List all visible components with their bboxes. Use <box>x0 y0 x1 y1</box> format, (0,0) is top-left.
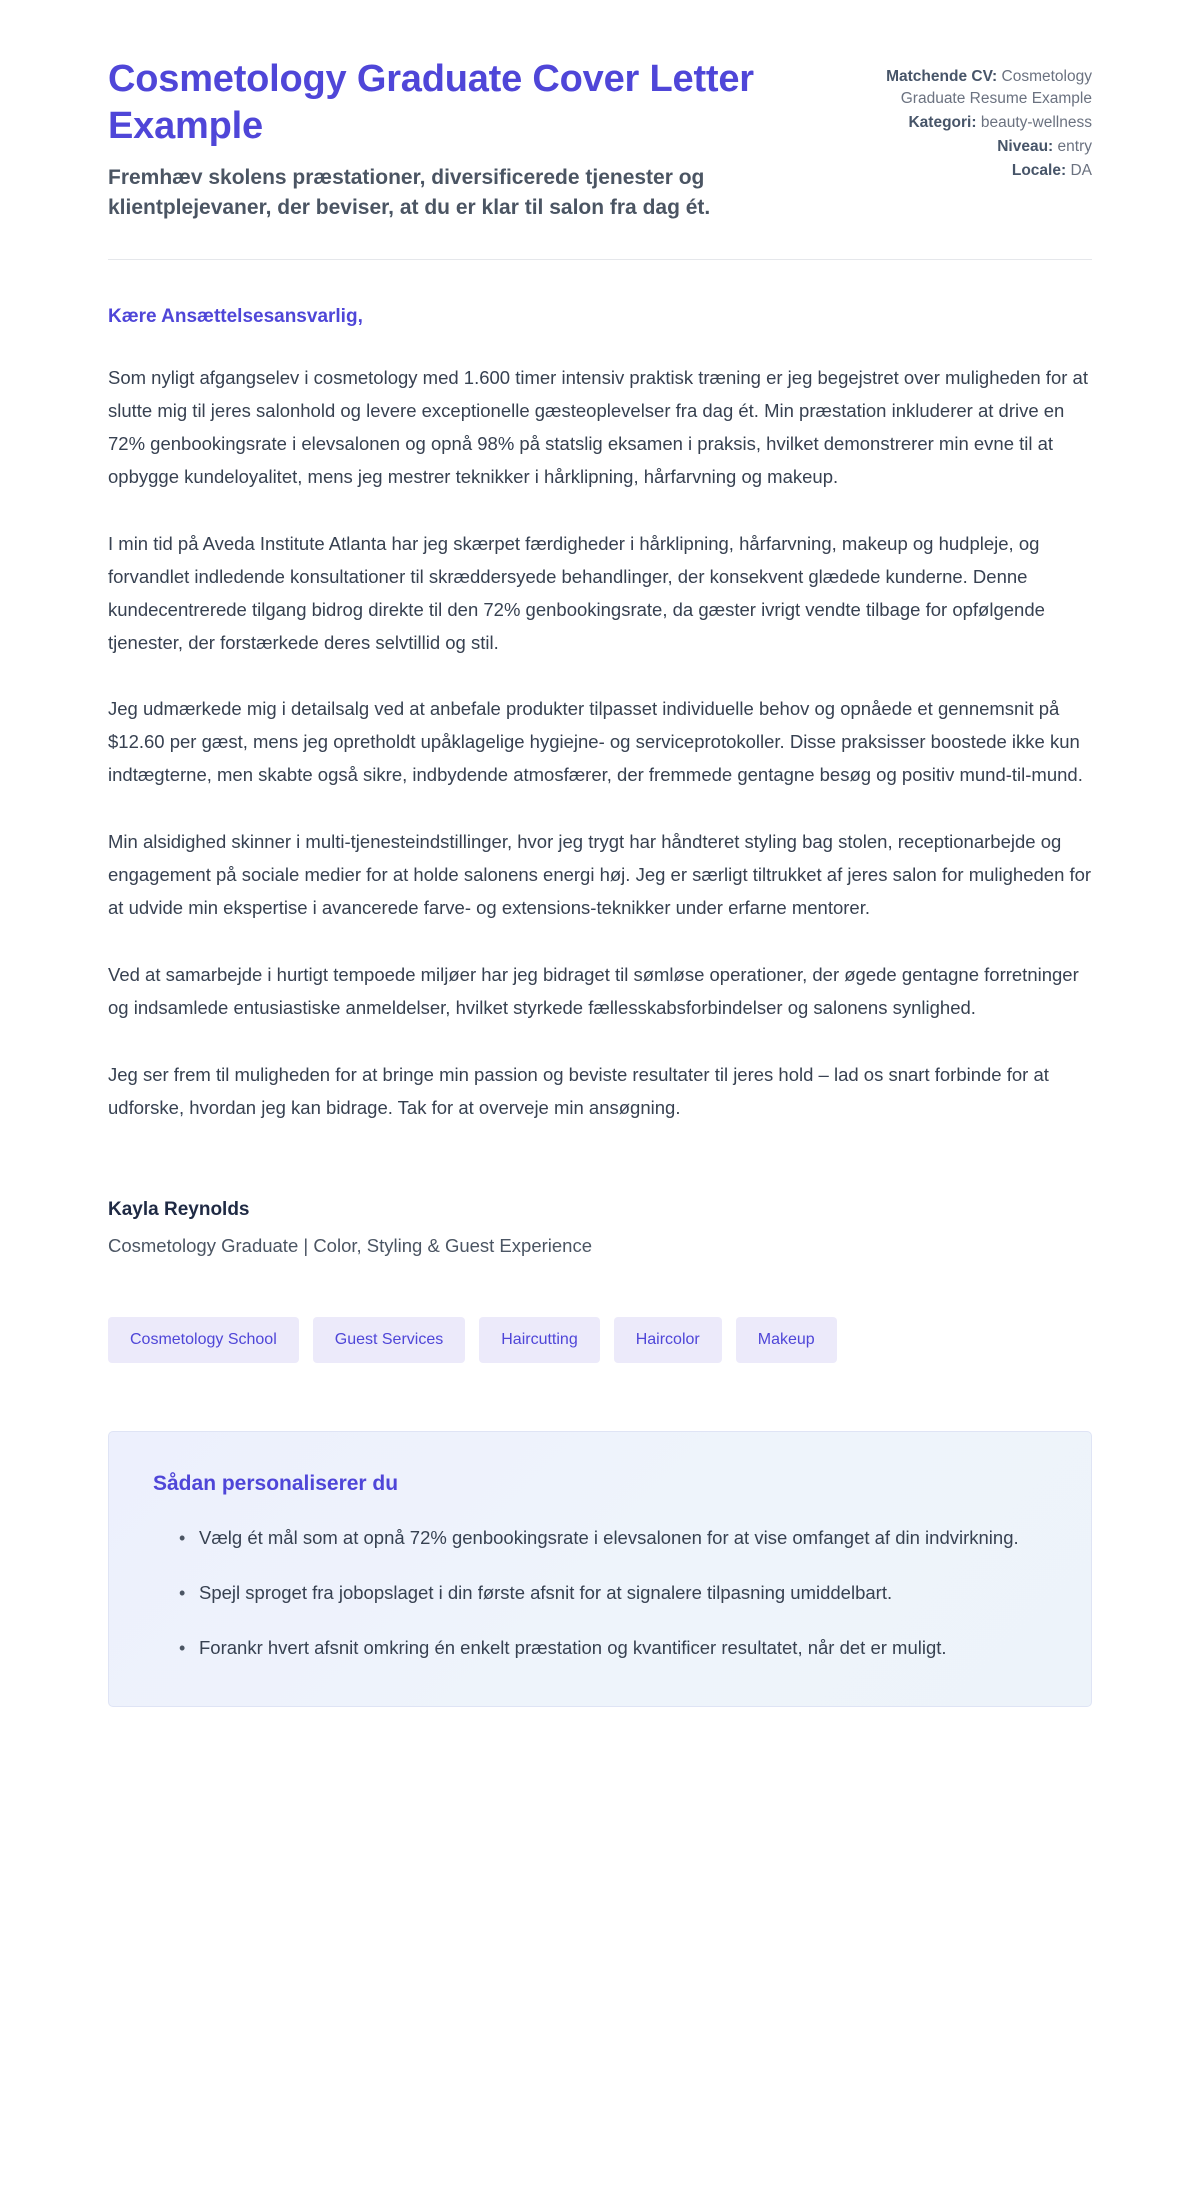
meta-row-locale <box>877 160 1092 182</box>
signature-role: Cosmetology Graduate | Color, Styling & Guest Experience <box>108 1234 592 1256</box>
tag-chip[interactable]: Haircutting <box>479 1317 599 1363</box>
callout-title: Sådan personaliserer du <box>153 1471 399 1495</box>
tag-chip[interactable]: Haircolor <box>614 1317 722 1363</box>
document-metadata <box>877 56 1092 184</box>
tag-chip[interactable]: Makeup <box>736 1317 837 1363</box>
page-subtitle: Fremhæv skolens præstationer, diversificerede tjenester og klientplejevaner, der beviser, at du er klar til salon fra dag ét. <box>108 166 711 220</box>
letter-paragraph: Jeg ser frem til muligheden for at bringe min passion og beviste resultater til jeres hold – lad os snart forbinde for at udforske, hvordan jeg kan bidrage. Tak for at overveje min ansøgning. <box>108 1063 1049 1118</box>
signature-name: Kayla Reynolds <box>108 1198 250 1220</box>
callout-list <box>153 1522 1047 1665</box>
letter-paragraph: Min alsidighed skinner i multi-tjenesteindstillinger, hvor jeg trygt har håndteret styling bag stolen, receptionarbejde og engagement på sociale medier for at holde salonens energi høj. Jeg er særligt tiltrukket af jeres salon for muligheden for at udvide min ekspertise i avancerede farve- og extensions-teknikker under erfarne mentorer. <box>108 831 1092 919</box>
letter-paragraph: I min tid på Aveda Institute Atlanta har jeg skærpet færdigheder i hårklipning, hårfarvning, makeup og hudpleje, og forvandlet indledende konsultationer til skræddersyede behandlinger, der konsekvent glædede kunderne. Denne kundecentrerede tilgang bidrog direkte til den 72% genbookingsrate, da gæster ivrigt vendte tilbage for opfølgende tjenester, der forstærkede deres selvtillid og stil. <box>108 532 1045 653</box>
meta-label-level: Niveau: <box>997 138 1054 155</box>
salutation: Kære Ansættelsesansvarlig, <box>108 306 363 328</box>
tag-chip[interactable]: Cosmetology School <box>108 1317 299 1363</box>
page-header <box>108 0 1092 223</box>
header-text-block <box>108 56 837 223</box>
callout-list-item: • Forankr hvert afsnit omkring én enkelt præstation og kvantificer resultatet, når det er muligt. <box>179 1632 1047 1665</box>
meta-value-matching-resume: Cosmetology Graduate Resume Example <box>900 68 1092 107</box>
tag-list <box>108 1257 1092 1363</box>
callout-list-item: • Vælg ét mål som at opnå 72% genbookingsrate i elevsalonen for at vise omfanget af din indvirkning. <box>179 1522 1047 1555</box>
signature-block <box>108 1159 1092 1257</box>
meta-value-category: beauty-wellness <box>980 114 1092 131</box>
meta-label-matching-resume: Matchende CV: <box>886 68 998 85</box>
letter-body <box>108 260 1092 1125</box>
callout-list-item: • Spejl sproget fra jobopslaget i din første afsnit for at signalere tilpasning umiddelbart. <box>179 1577 1047 1610</box>
meta-row-matching-resume <box>877 66 1092 110</box>
meta-label-category: Kategori: <box>908 114 977 131</box>
meta-value-level: entry <box>1057 138 1092 155</box>
meta-row-category <box>877 112 1092 134</box>
meta-row-level <box>877 136 1092 158</box>
meta-label-locale: Locale: <box>1011 162 1067 179</box>
personalization-callout <box>108 1431 1092 1708</box>
tag-chip[interactable]: Guest Services <box>313 1317 465 1363</box>
letter-paragraph: Ved at samarbejde i hurtigt tempoede miljøer har jeg bidraget til sømløse operationer, der øgede gentagne forretninger og indsamlede entusiastiske anmeldelser, hvilket styrkede fællesskabsforbindelser og salonens synlighed. <box>108 964 1079 1018</box>
letter-paragraph: Jeg udmærkede mig i detailsalg ved at anbefale produkter tilpasset individuelle behov og opnåede et gennemsnit på $12.60 per gæst, mens jeg opretholdt upåklagelige hygiejne- og serviceprotokoller. Disse praksisser boostede ikke kun indtægterne, men skabte også sikre, indbydende atmosfærer, der fremmede gentagne besøg og positiv mund-til-mund. <box>108 698 1083 786</box>
meta-value-locale: DA <box>1070 162 1092 179</box>
letter-paragraph: Som nyligt afgangselev i cosmetology med 1.600 timer intensiv praktisk træning er jeg begejstret over muligheden for at slutte mig til jeres salonhold og levere exceptionelle gæsteoplevelser fra dag ét. Min præstation inkluderer at drive en 72% genbookingsrate i elevsalonen og opnå 98% på statslig eksamen i praksis, hvilket demonstrerer min evne til at opbygge kundeloyalitet, mens jeg mestrer teknikker i hårklipning, hårfarvning og makeup. <box>108 367 1088 487</box>
page-title: Cosmetology Graduate Cover Letter Example <box>108 58 754 147</box>
